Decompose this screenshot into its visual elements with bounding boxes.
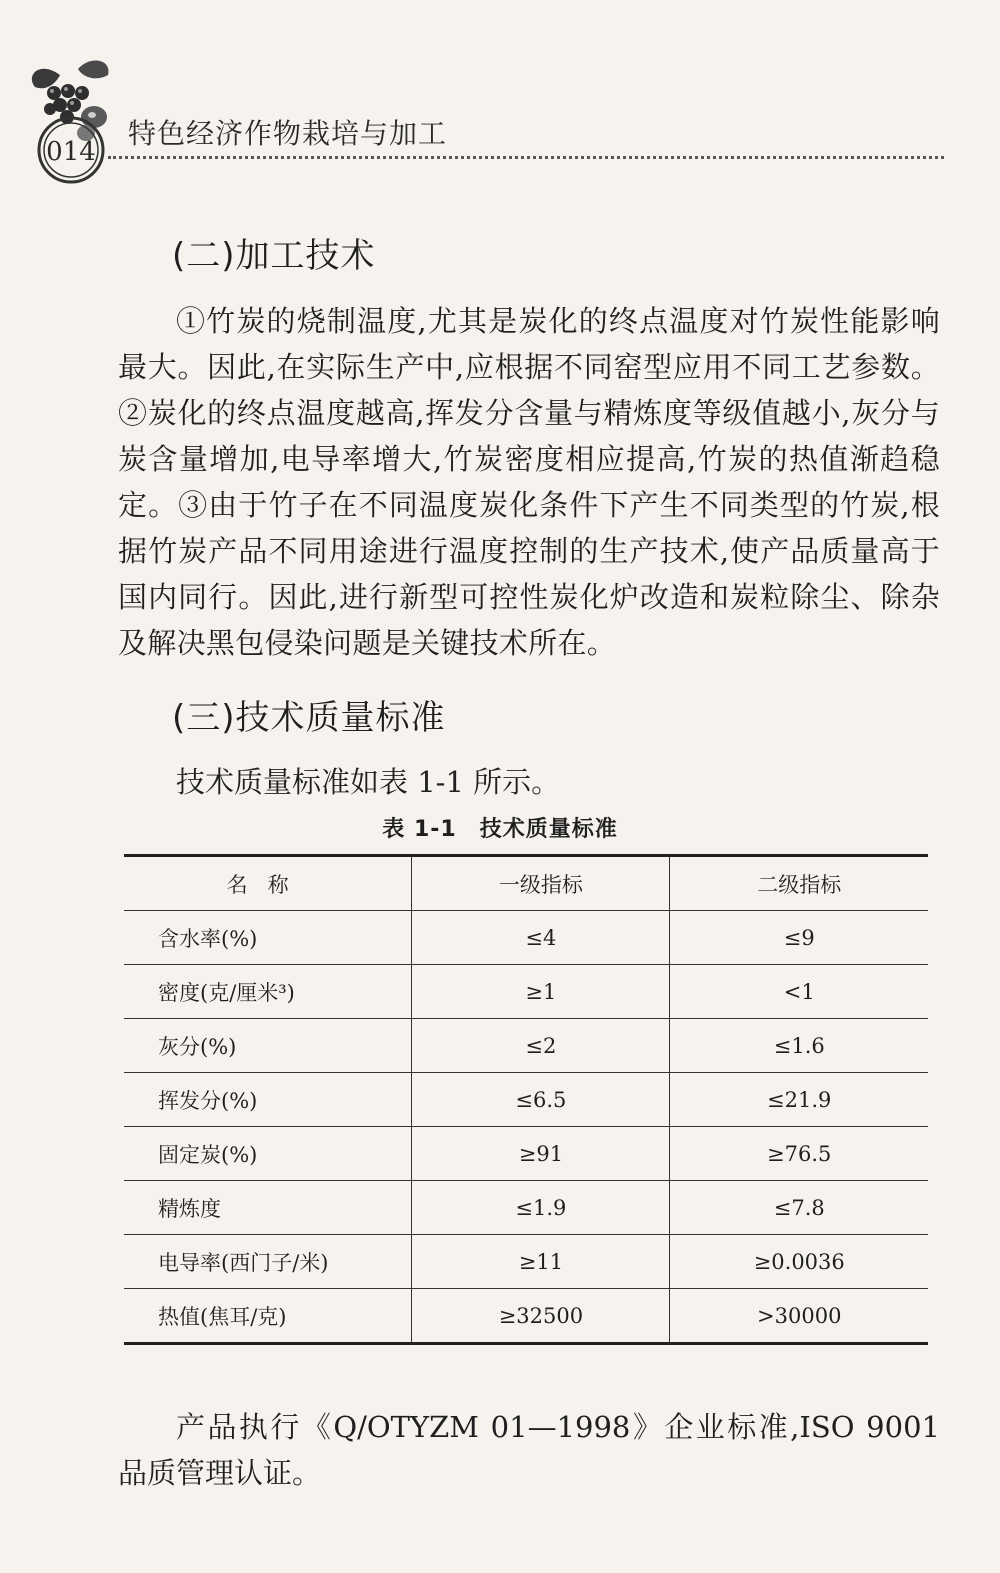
grade-2-value: ≤7.8 (670, 1181, 928, 1235)
row-label: 电导率(西门子/米) (124, 1235, 412, 1289)
table-row (124, 1073, 928, 1127)
table-row (124, 1019, 928, 1073)
header-grade-1: 一级指标 (412, 856, 670, 911)
table-row (124, 1235, 928, 1289)
table-row (124, 1181, 928, 1235)
grade-1-value: ≥32500 (412, 1289, 670, 1344)
table-row (124, 911, 928, 965)
grade-2-value: <1 (670, 965, 928, 1019)
grade-1-value: ≤4 (412, 911, 670, 965)
table-row (124, 1127, 928, 1181)
quality-standards-table (124, 854, 928, 1345)
grade-1-value: ≤6.5 (412, 1073, 670, 1127)
row-label: 固定炭(%) (124, 1127, 412, 1181)
table-row (124, 965, 928, 1019)
grade-1-value: ≥91 (412, 1127, 670, 1181)
table-header-row (124, 856, 928, 911)
grade-2-value: ≥76.5 (670, 1127, 928, 1181)
header-grade-2: 二级指标 (670, 856, 928, 911)
grade-2-value: ≥0.0036 (670, 1235, 928, 1289)
grade-2-value: ≤1.6 (670, 1019, 928, 1073)
row-label: 挥发分(%) (124, 1073, 412, 1127)
grade-1-value: ≥11 (412, 1235, 670, 1289)
row-label: 灰分(%) (124, 1019, 412, 1073)
table-row (124, 1289, 928, 1344)
row-label: 热值(焦耳/克) (124, 1289, 412, 1344)
header-divider (108, 156, 944, 159)
row-label: 含水率(%) (124, 911, 412, 965)
grade-2-value: ≤21.9 (670, 1073, 928, 1127)
row-label: 密度(克/厘米³) (124, 965, 412, 1019)
closing-paragraph: 产品执行《Q/OTYZM 01—1998》企业标准,ISO 9001 品质管理认证。 (118, 1410, 940, 1490)
grade-1-value: ≤1.9 (412, 1181, 670, 1235)
page-number: 014 (46, 137, 96, 167)
header-name: 名称 (124, 856, 412, 911)
row-label: 精炼度 (124, 1181, 412, 1235)
section-heading-standards: (三)技术质量标准 (172, 698, 446, 738)
grade-2-value: >30000 (670, 1289, 928, 1344)
grade-2-value: ≤9 (670, 911, 928, 965)
grade-1-value: ≥1 (412, 965, 670, 1019)
processing-paragraph: ①竹炭的烧制温度,尤其是炭化的终点温度对竹炭性能影响最大。因此,在实际生产中,应根据不同窑型应用不同工艺参数。②炭化的终点温度越高,挥发分含量与精炼度等级值越小,灰分与炭含量增加,电导率增大,竹炭密度相应提高,竹炭的热值渐趋稳定。③由于竹子在不同温度炭化条件下产生不同类型的竹炭,根据竹炭产品不同用途进行温度控制的生产技术,使产品质量高于国内同行。因此,进行新型可控性炭化炉改造和炭粒除尘、除杂及解决黑包侵染问题是关键技术所在。 (118, 304, 940, 660)
book-title: 特色经济作物栽培与加工 (128, 117, 448, 150)
grade-1-value: ≤2 (412, 1019, 670, 1073)
table-intro: 技术质量标准如表 1-1 所示。 (176, 765, 561, 799)
table-caption: 表 1-1 技术质量标准 (382, 817, 618, 842)
section-heading-processing: (二)加工技术 (172, 236, 376, 276)
